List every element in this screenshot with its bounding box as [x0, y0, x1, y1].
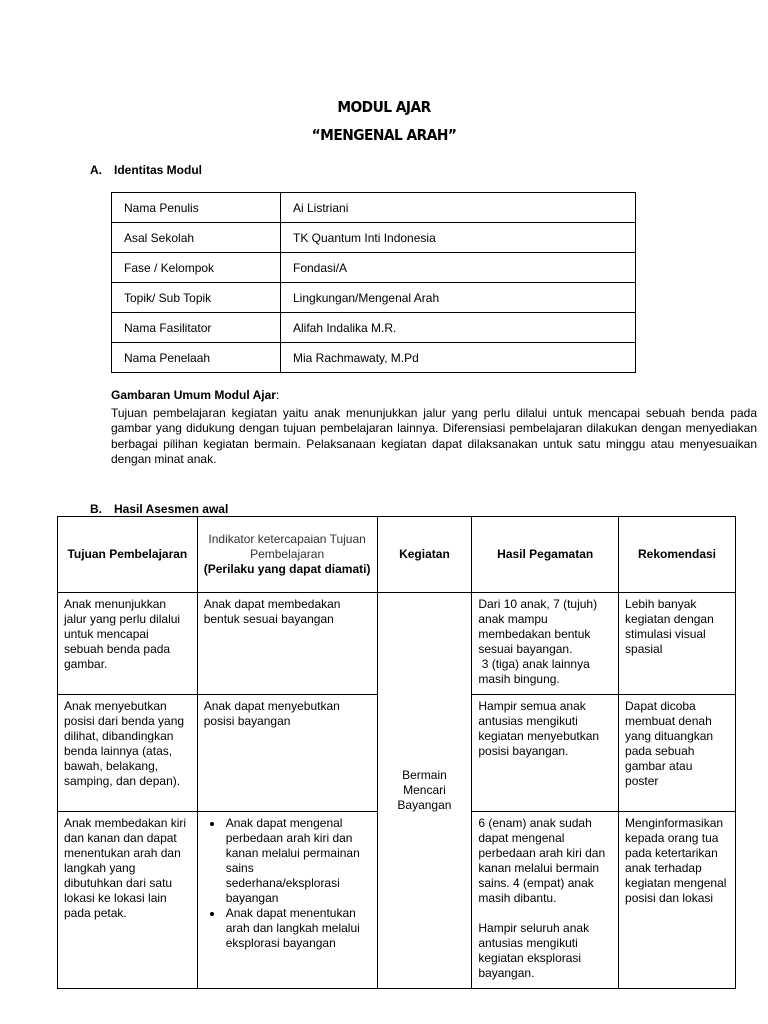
identity-row — [112, 283, 636, 313]
section-b-title: Hasil Asesmen awal — [114, 502, 229, 516]
module-title: MODUL AJAR — [337, 98, 431, 116]
paragraph-gap — [478, 906, 612, 921]
header-indikator-line1: Indikator ketercapaian Tujuan Pembelajaran — [208, 532, 366, 561]
assessment-row — [58, 593, 736, 695]
indikator-list-item: • Anak dapat mengenal perbedaan arah kiri dan kanan melalui permainan sains sederhana/eksplorasi bayangan — [224, 816, 371, 906]
section-a-letter: A. — [90, 163, 102, 177]
identity-table — [111, 192, 636, 373]
cell-indikator — [197, 812, 377, 989]
hasil-text: 6 (enam) anak sudah dapat mengenal perbedaan arah kiri dan kanan melalui bermain sains. 4 (empat) anak masih dibantu. — [478, 816, 606, 905]
section-a-heading — [90, 163, 202, 177]
cell-tujuan: Anak menyebutkan posisi dari benda yang dilihat, dibandingkan benda lainnya (atas, bawah, belakang, samping, dan depan). — [58, 695, 198, 812]
overview-text: Tujuan pembelajaran kegiatan yaitu anak menunjukkan jalur yang perlu dilalui untuk mencapai sebuah benda pada gambar yang didukung dengan tujuan pembelajaran lainnya. Diferensiasi pembelajaran dilakukan dengan menyediakan berbagai pilihan kegiatan bermain. Pelaksanaan kegiatan dapat dilaksanakan untuk satu minggu atau menyesuaikan dengan minat anak. — [111, 405, 757, 466]
identity-key: Asal Sekolah — [112, 223, 281, 253]
overview-title: Gambaran Umum Modul Ajar — [111, 388, 276, 402]
identity-key: Nama Fasilitator — [112, 313, 281, 343]
identity-row — [112, 223, 636, 253]
hasil-text: 3 (tiga) anak lainnya masih bingung. — [478, 657, 594, 686]
overview-colon: : — [275, 388, 280, 402]
header-tujuan: Tujuan Pembelajaran — [58, 517, 198, 593]
cell-rekomendasi: Menginformasikan kepada orang tua pada ketertarikan anak terhadap kegiatan mengenal posisi dan lokasi — [619, 812, 736, 989]
section-a-title: Identitas Modul — [114, 163, 202, 177]
identity-key: Nama Penelaah — [112, 343, 281, 373]
cell-hasil — [472, 812, 619, 989]
cell-hasil: Hampir semua anak antusias mengikuti kegiatan menyebutkan posisi bayangan. — [472, 695, 619, 812]
indikator-list-item: • Anak dapat menentukan arah dan langkah melalui eksplorasi bayangan — [224, 906, 371, 951]
identity-value: TK Quantum Inti Indonesia — [281, 223, 636, 253]
cell-indikator: Anak dapat menyebutkan posisi bayangan — [197, 695, 377, 812]
identity-row — [112, 313, 636, 343]
module-subtitle: “MENGENAL ARAH” — [311, 126, 457, 144]
section-b-heading — [90, 502, 228, 516]
cell-rekomendasi: Dapat dicoba membuat denah yang dituangkan pada sebuah gambar atau poster — [619, 695, 736, 812]
identity-value: Fondasi/A — [281, 253, 636, 283]
cell-tujuan: Anak membedakan kiri dan kanan dan dapat menentukan arah dan langkah yang dibutuhkan dari satu lokasi ke lokasi lain pada petak. — [58, 812, 198, 989]
header-indikator-line2: (Perilaku yang dapat diamati) — [203, 562, 371, 576]
identity-row — [112, 343, 636, 373]
cell-tujuan: Anak menunjukkan jalur yang perlu dilalui untuk mencapai sebuah benda pada gambar. — [58, 593, 198, 695]
identity-row — [112, 193, 636, 223]
header-rekomendasi: Rekomendasi — [619, 517, 736, 593]
section-b-letter: B. — [90, 502, 102, 516]
header-kegiatan: Kegiatan — [377, 517, 472, 593]
assessment-header-row — [58, 517, 736, 593]
identity-key: Topik/ Sub Topik — [112, 283, 281, 313]
identity-key: Fase / Kelompok — [112, 253, 281, 283]
assessment-table — [57, 516, 736, 989]
identity-value: Ai Listriani — [281, 193, 636, 223]
header-hasil: Hasil Pegamatan — [472, 517, 619, 593]
identity-value: Alifah Indalika M.R. — [281, 313, 636, 343]
cell-rekomendasi: Lebih banyak kegiatan dengan stimulasi visual spasial — [619, 593, 736, 695]
cell-kegiatan: Bermain Mencari Bayangan — [377, 593, 472, 989]
header-indikator — [197, 517, 377, 593]
hasil-text: Hampir seluruh anak antusias mengikuti kegiatan eksplorasi bayangan. — [478, 921, 590, 980]
cell-indikator: Anak dapat membedakan bentuk sesuai bayangan — [197, 593, 377, 695]
hasil-text: Dari 10 anak, 7 (tujuh) anak mampu membedakan bentuk sesuai bayangan. — [478, 597, 598, 656]
cell-hasil — [472, 593, 619, 695]
identity-value: Lingkungan/Mengenal Arah — [281, 283, 636, 313]
indikator-list — [204, 816, 371, 951]
identity-value: Mia Rachmawaty, M.Pd — [281, 343, 636, 373]
overview-block — [111, 388, 757, 468]
identity-row — [112, 253, 636, 283]
identity-key: Nama Penulis — [112, 193, 281, 223]
